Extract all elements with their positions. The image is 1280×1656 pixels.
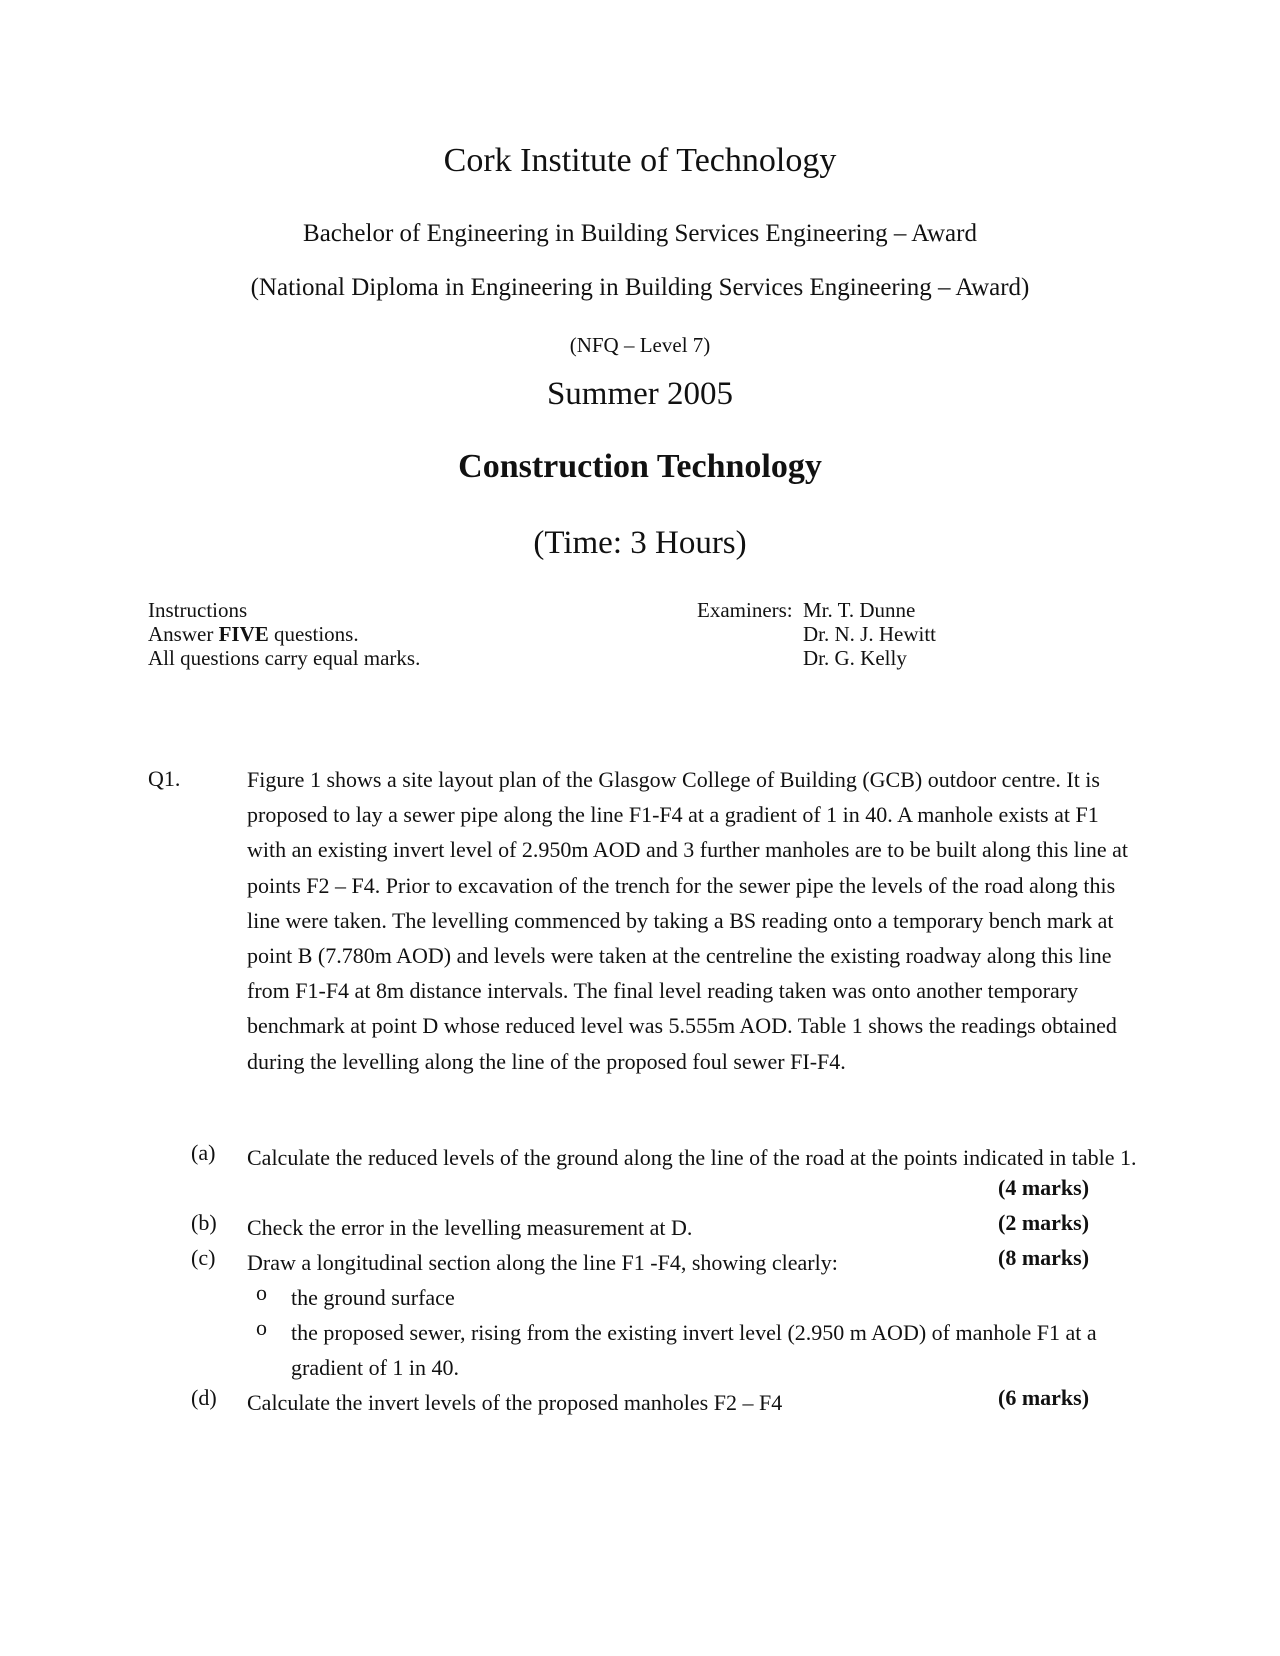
exam-session: Summer 2005 bbox=[546, 376, 734, 412]
part-text: Calculate the reduced levels of the ground along the line of the road at the points indicated in table 1. bbox=[247, 1145, 1137, 1170]
examiner-name: Dr. G. Kelly bbox=[803, 646, 907, 670]
subject-title: Construction Technology bbox=[458, 448, 822, 485]
part-text: Draw a longitudinal section along the line F1 -F4, showing clearly: bbox=[247, 1250, 838, 1275]
part-text: Check the error in the levelling measurement at D. bbox=[247, 1215, 693, 1240]
answer-prefix: Answer bbox=[148, 622, 219, 646]
bullet-text: the proposed sewer, rising from the existing invert level (2.950 m AOD) of manhole F1 at a gradient of 1 in 40. bbox=[291, 1320, 1097, 1381]
instructions-block bbox=[148, 598, 420, 670]
diploma-title: (National Diploma in Engineering in Building Services Engineering – Award) bbox=[250, 274, 1030, 301]
examiners-label: Examiners: bbox=[697, 598, 793, 622]
question-body: Figure 1 shows a site layout plan of the Glasgow College of Building (GCB) outdoor centre. It is proposed to lay a sewer pipe along the line F1-F4 at a gradient of 1 in 40. A manhole exists at F1 with an existing invert level of 2.950m AOD and 3 further manholes are to be built along this line at points F2 – F4. Prior to excavation of the trench for the sewer pipe the levels of the road along this line were taken. The levelling commenced by taking a BS reading onto a temporary bench mark at point B (7.780m AOD) and levels were taken at the centreline the existing roadway along this line from F1-F4 at 8m distance intervals. The final level reading taken was onto another temporary benchmark at point D whose reduced level was 5.555m AOD. Table 1 shows the readings obtained during the levelling along the line of the proposed foul sewer FI-F4. bbox=[247, 767, 1129, 1074]
answer-count: FIVE bbox=[218, 622, 269, 646]
bullet-text: the ground surface bbox=[291, 1285, 455, 1310]
part-marks: (4 marks) bbox=[998, 1175, 1090, 1200]
examiner-name: Dr. N. J. Hewitt bbox=[803, 622, 936, 646]
instructions-marks-line: All questions carry equal marks. bbox=[148, 646, 421, 670]
instructions-heading: Instructions bbox=[148, 598, 248, 622]
question-number: Q1. bbox=[148, 766, 181, 791]
part-marks: (6 marks) bbox=[998, 1385, 1090, 1410]
examiner-name: Mr. T. Dunne bbox=[803, 598, 916, 622]
exam-duration: (Time: 3 Hours) bbox=[533, 525, 747, 561]
part-label: (c) bbox=[191, 1245, 216, 1270]
part-label: (a) bbox=[191, 1140, 216, 1165]
bullet-symbol: o bbox=[256, 1315, 267, 1340]
bullet-symbol: o bbox=[256, 1280, 267, 1305]
institute-name: Cork Institute of Technology bbox=[443, 142, 837, 179]
part-label: (d) bbox=[191, 1385, 217, 1410]
part-marks: (8 marks) bbox=[998, 1245, 1090, 1270]
instructions-answer-line bbox=[148, 622, 420, 646]
examiners-list bbox=[803, 598, 936, 670]
part-marks: (2 marks) bbox=[998, 1210, 1090, 1235]
nfq-level: (NFQ – Level 7) bbox=[569, 333, 711, 357]
answer-suffix: questions. bbox=[268, 622, 359, 646]
part-text: Calculate the invert levels of the proposed manholes F2 – F4 bbox=[247, 1390, 783, 1415]
degree-title: Bachelor of Engineering in Building Services Engineering – Award bbox=[303, 220, 977, 247]
part-label: (b) bbox=[191, 1210, 217, 1235]
